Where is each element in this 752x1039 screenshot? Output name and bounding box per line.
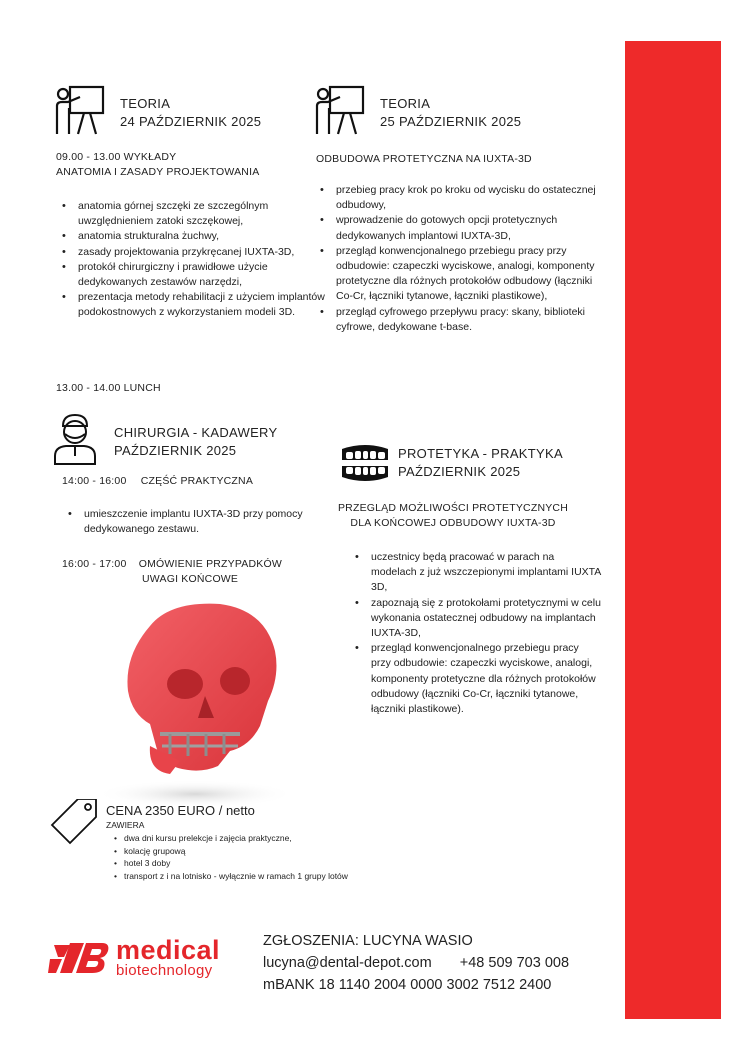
list-item: • zasady projektowania przykręcanej IUXTA-3D, — [78, 245, 340, 260]
discussion-line2: UWAGI KOŃCOWE — [142, 573, 239, 585]
teacher-board-icon — [314, 84, 366, 138]
theory-day2-title: TEORIA — [380, 96, 431, 111]
surgery-title: CHIRURGIA - KADAWERY — [114, 425, 278, 440]
theory-day1-title: TEORIA — [120, 96, 171, 111]
price-list — [110, 832, 354, 882]
contact-email[interactable]: lucyna@dental-depot.com — [263, 955, 432, 971]
practice-label: CZĘŚĆ PRAKTYCZNA — [140, 475, 254, 487]
list-item: • dwa dni kursu prelekcje i zajęcia praktyczne, — [124, 832, 354, 845]
list-item: • transport z i na lotnisko - wyłącznie w ramach 1 grupy lotów — [124, 870, 354, 883]
teacher-board-icon — [54, 84, 106, 138]
surgeon-icon — [52, 412, 98, 466]
prosthetics-subtitle-2: DLA KOŃCOWEJ ODBUDOWY IUXTA-3D — [350, 517, 556, 529]
price-title: CENA 2350 EURO / netto — [106, 803, 255, 818]
list-item: • uczestnicy będą pracować w parach na modelach z już wszczepionymi implantami IUXTA 3D, — [371, 550, 601, 596]
lunch-time: 13.00 - 14.00 LUNCH — [56, 382, 161, 394]
list-item: • anatomia górnej szczęki ze szczególnym uwzględnieniem zatoki szczękowej, — [78, 199, 340, 229]
theory-day2-subtitle: ODBUDOWA PROTETYCZNA NA IUXTA-3D — [316, 153, 532, 165]
theory-day1-session-time: 09.00 - 13.00 WYKŁADY — [56, 151, 177, 163]
theory-day1-list — [56, 199, 340, 321]
theory-day1-date: 24 PAŹDZIERNIK 2025 — [120, 114, 262, 129]
prosthetics-title: PROTETYKA - PRAKTYKA — [398, 446, 563, 461]
price-tag-icon — [48, 799, 100, 845]
list-item: • hotel 3 doby — [124, 857, 354, 870]
list-item: • anatomia strukturalna żuchwy, — [78, 229, 340, 244]
logo-word-biotechnology: biotechnology — [116, 962, 213, 979]
skull-image — [90, 596, 300, 816]
theory-day1-session-topic: ANATOMIA I ZASADY PROJEKTOWANIA — [56, 166, 260, 178]
list-item: • kolację grupową — [124, 845, 354, 858]
discussion-time: 16:00 - 17:00 — [62, 558, 127, 570]
theory-day2-date: 25 PAŹDZIERNIK 2025 — [380, 114, 522, 129]
list-item: • wprowadzenie do gotowych opcji protetycznych dedykowanych implantowi IUXTA-3D, — [336, 213, 598, 243]
price-includes: ZAWIERA — [106, 820, 145, 830]
theory-day2-list — [314, 183, 598, 335]
bank-account: mBANK 18 1140 2004 0000 3002 7512 2400 — [263, 977, 552, 993]
teeth-icon — [340, 443, 390, 483]
list-item: • przegląd konwencjonalnego przebiegu pracy przy odbudowie: czapeczki wyciskowe, analogi, komponenty protetyczne dla różnych protokołów odbudowy (łączniki Co-Cr, łączniki tytanowe, łączniki plastikowe), — [336, 244, 598, 305]
discussion-line1: OMÓWIENIE PRZYPADKÓW — [138, 558, 282, 570]
logo-mark-icon — [48, 937, 110, 979]
red-side-bar — [625, 41, 721, 1019]
list-item: • umieszczenie implantu IUXTA-3D przy pomocy dedykowanego zestawu. — [84, 507, 324, 537]
surgery-date: PAŹDZIERNIK 2025 — [114, 443, 237, 458]
prosthetics-list — [349, 550, 601, 717]
prosthetics-date: PAŹDZIERNIK 2025 — [398, 464, 521, 479]
list-item: • zapoznają się z protokołami protetycznymi w celu wykonania ostatecznej odbudowy na implantach IUXTA-3D, — [371, 596, 601, 642]
registration-contact: ZGŁOSZENIA: LUCYNA WASIO — [263, 933, 473, 949]
list-item: • przegląd cyfrowego przepływu pracy: skany, biblioteki cyfrowe, dedykowane t-base. — [336, 305, 598, 335]
contact-phone[interactable]: +48 509 703 008 — [459, 955, 570, 971]
logo-word-medical: medical — [116, 935, 221, 965]
prosthetics-subtitle-1: PRZEGLĄD MOŻLIWOŚCI PROTETYCZNYCH — [337, 502, 569, 514]
list-item: • przegląd konwencjonalnego przebiegu pracy przy odbudowie: czapeczki wyciskowe, analogi, komponenty protetyczne dla różnych protokołów odbudowy (łączniki Co-Cr, łączniki tytanowe, łączniki plastikowe). — [371, 641, 601, 717]
list-item: • przebieg pracy krok po kroku od wycisku do ostatecznej odbudowy, — [336, 183, 598, 213]
practice-time: 14:00 - 16:00 — [62, 475, 127, 487]
list-item: • protokół chirurgiczny i prawidłowe użycie dedykowanych zestawów narzędzi, — [78, 260, 340, 290]
surgery-list — [62, 507, 324, 537]
company-logo — [48, 937, 220, 979]
list-item: • prezentacja metody rehabilitacji z użyciem implantów podokostnowych z wykorzystaniem modeli 3D. — [78, 290, 340, 320]
